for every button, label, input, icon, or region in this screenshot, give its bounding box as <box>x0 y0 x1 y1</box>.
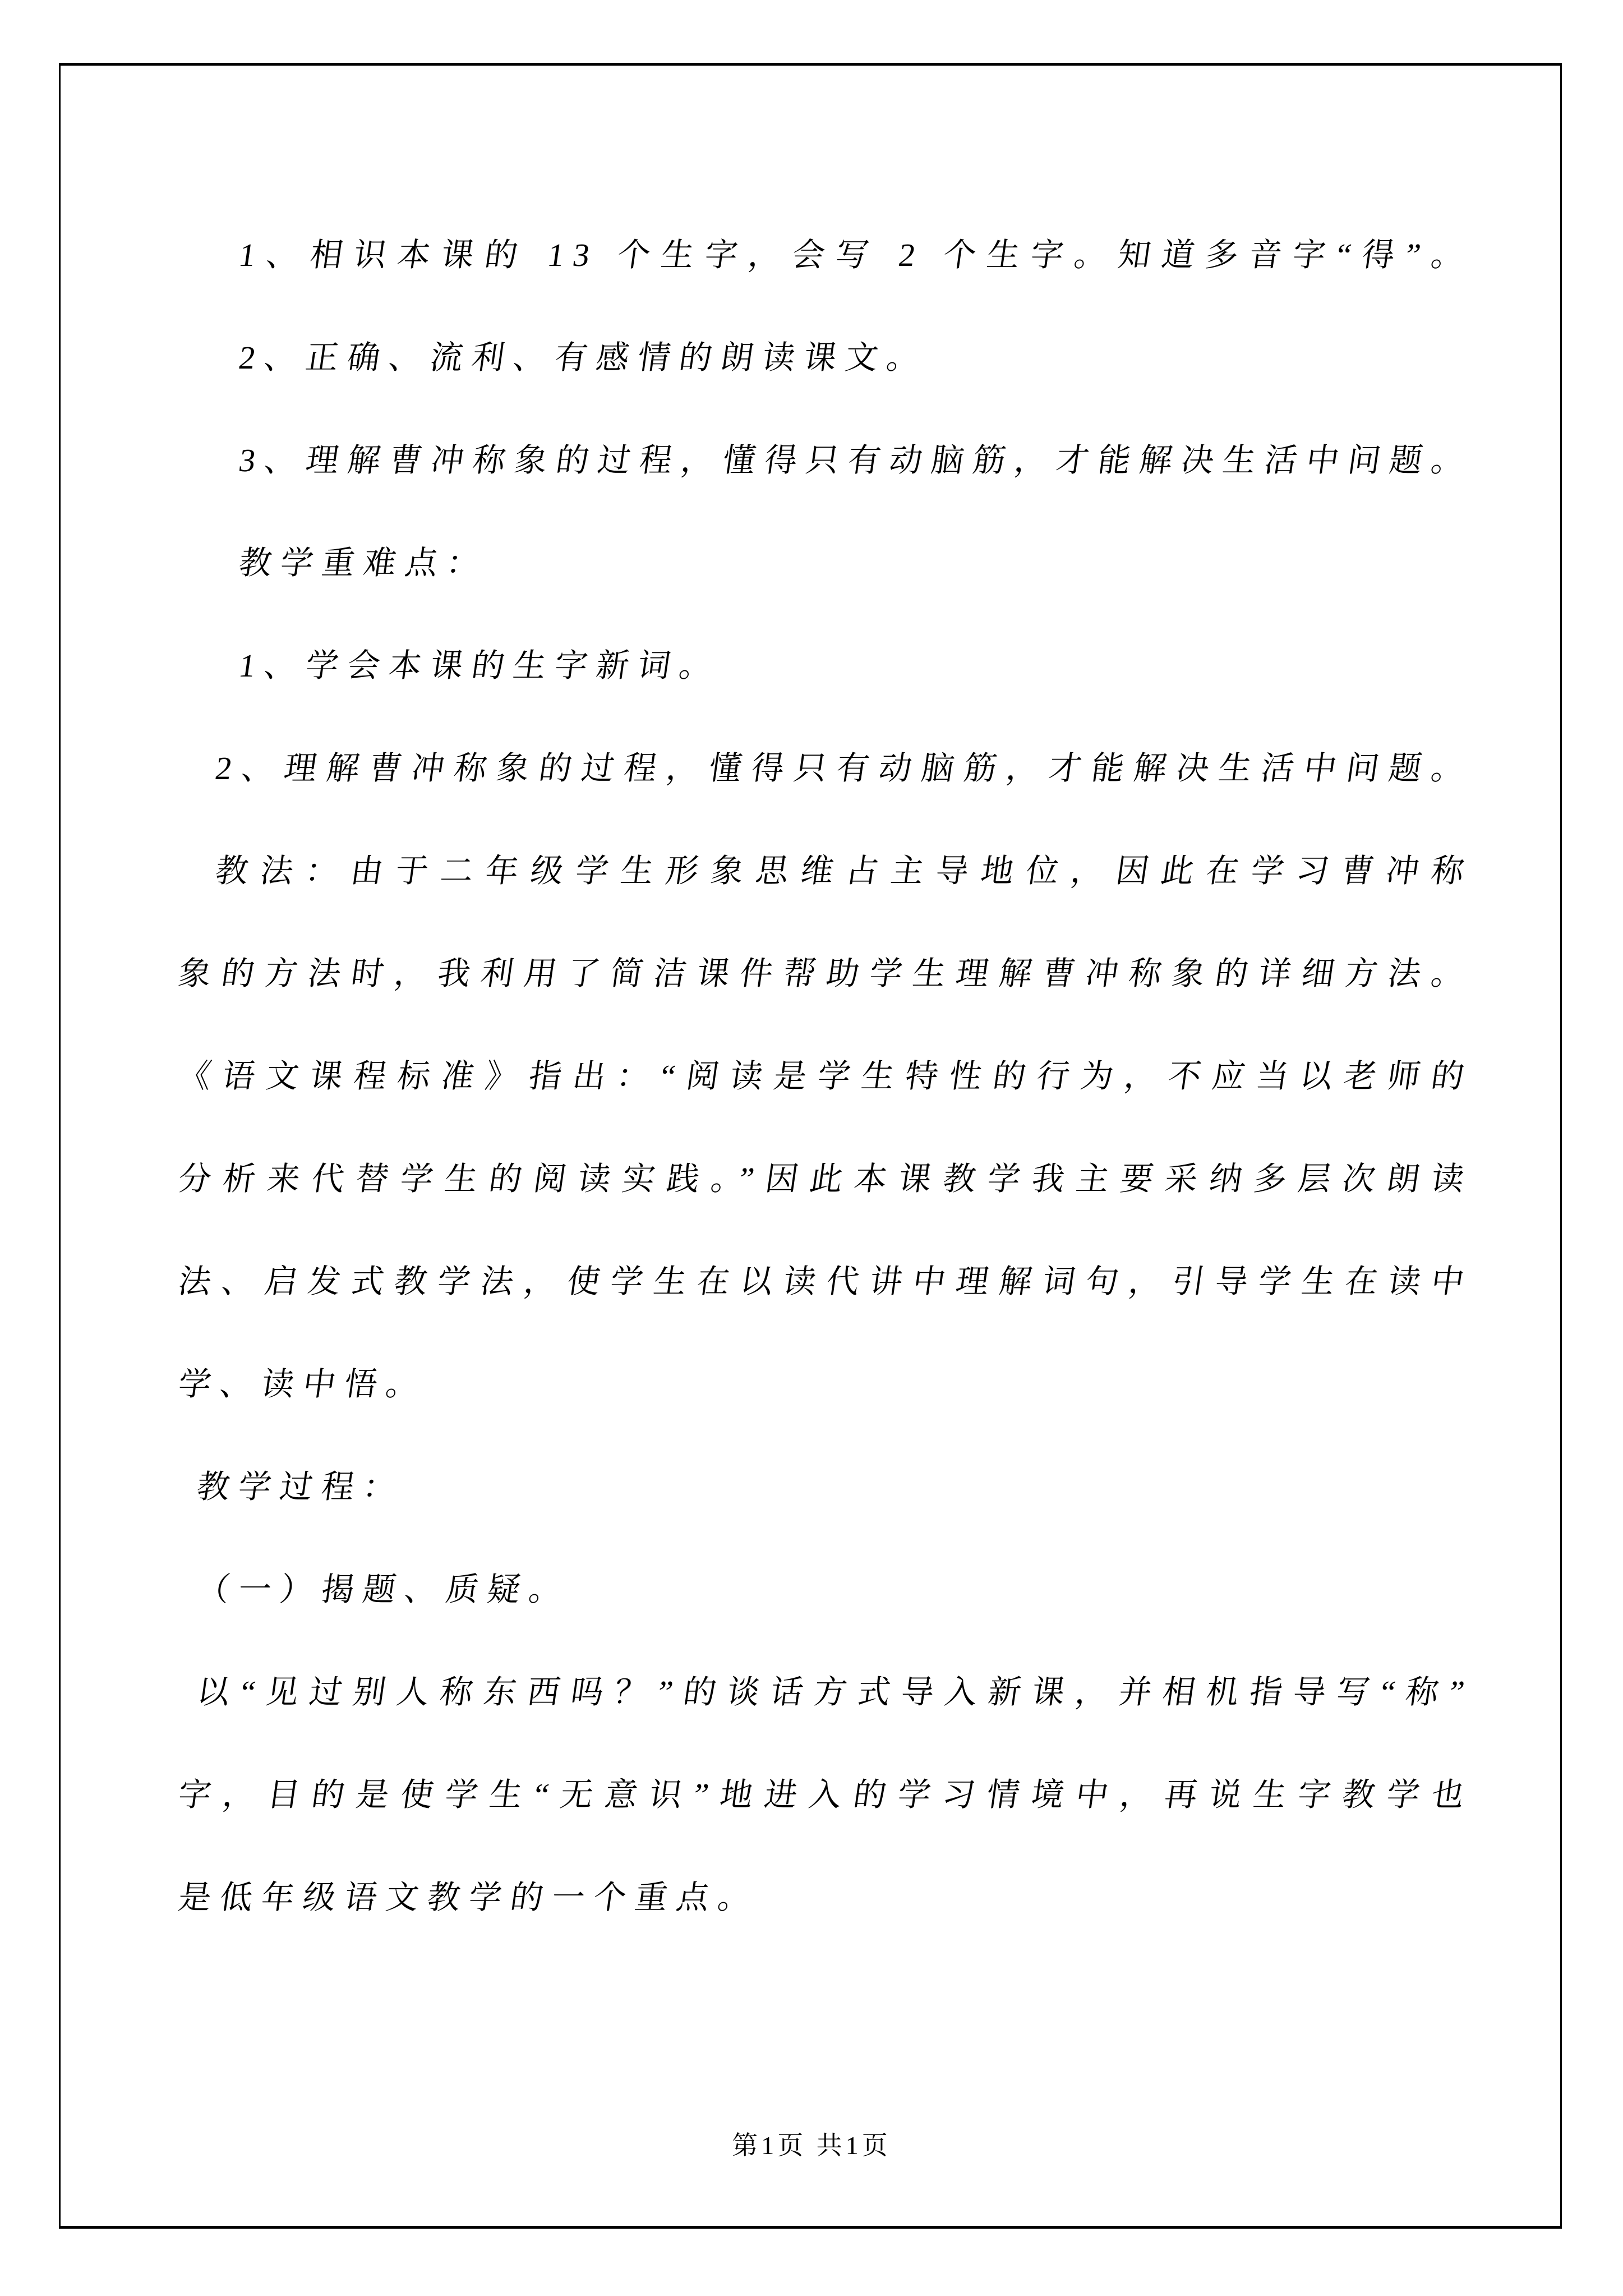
page-number: 第1页 共1页 <box>732 2131 891 2160</box>
text-line: 2、正确、流利、有感情的朗读课文。 <box>236 339 932 376</box>
text-line: 以“见过别人称东西吗？”的谈话方式导入新课，并相机指导写“称” <box>194 1674 1476 1710</box>
text-line: 1、相识本课的 13 个生字，会写 2 个生字。知道多音字“得”。 <box>236 237 1476 273</box>
text-line: 字，目的是使学生“无意识”地进入的学习情境中，再说生字教学也 <box>176 1777 1476 1813</box>
text-line: 是低年级语文教学的一个重点。 <box>176 1879 763 1916</box>
text-line: 2、理解曹冲称象的过程，懂得只有动脑筋，才能解决生活中问题。 <box>213 750 1476 786</box>
text-line: 教法：由于二年级学生形象思维占主导地位，因此在学习曹冲称 <box>213 853 1476 889</box>
document-body <box>175 204 1476 1949</box>
text-line: 分析来代替学生的阅读实践。”因此本课教学我主要采纳多层次朗读 <box>176 1161 1476 1197</box>
text-line: （一）揭题、质疑。 <box>194 1571 574 1608</box>
text-line: 象的方法时，我利用了简洁课件帮助学生理解曹冲称象的详细方法。 <box>176 955 1476 992</box>
text-line: 教学重难点： <box>236 545 491 581</box>
text-line: 《语文课程标准》指出：“阅读是学生特性的行为，不应当以老师的 <box>176 1058 1476 1094</box>
text-line: 法、启发式教学法，使学生在以读代讲中理解词句，引导学生在读中 <box>176 1263 1476 1300</box>
text-line: 学、读中悟。 <box>176 1366 431 1402</box>
text-line: 3、理解曹冲称象的过程，懂得只有动脑筋，才能解决生活中问题。 <box>236 442 1476 478</box>
text-line: 教学过程： <box>194 1469 408 1505</box>
text-line: 1、学会本课的生字新词。 <box>236 647 724 684</box>
